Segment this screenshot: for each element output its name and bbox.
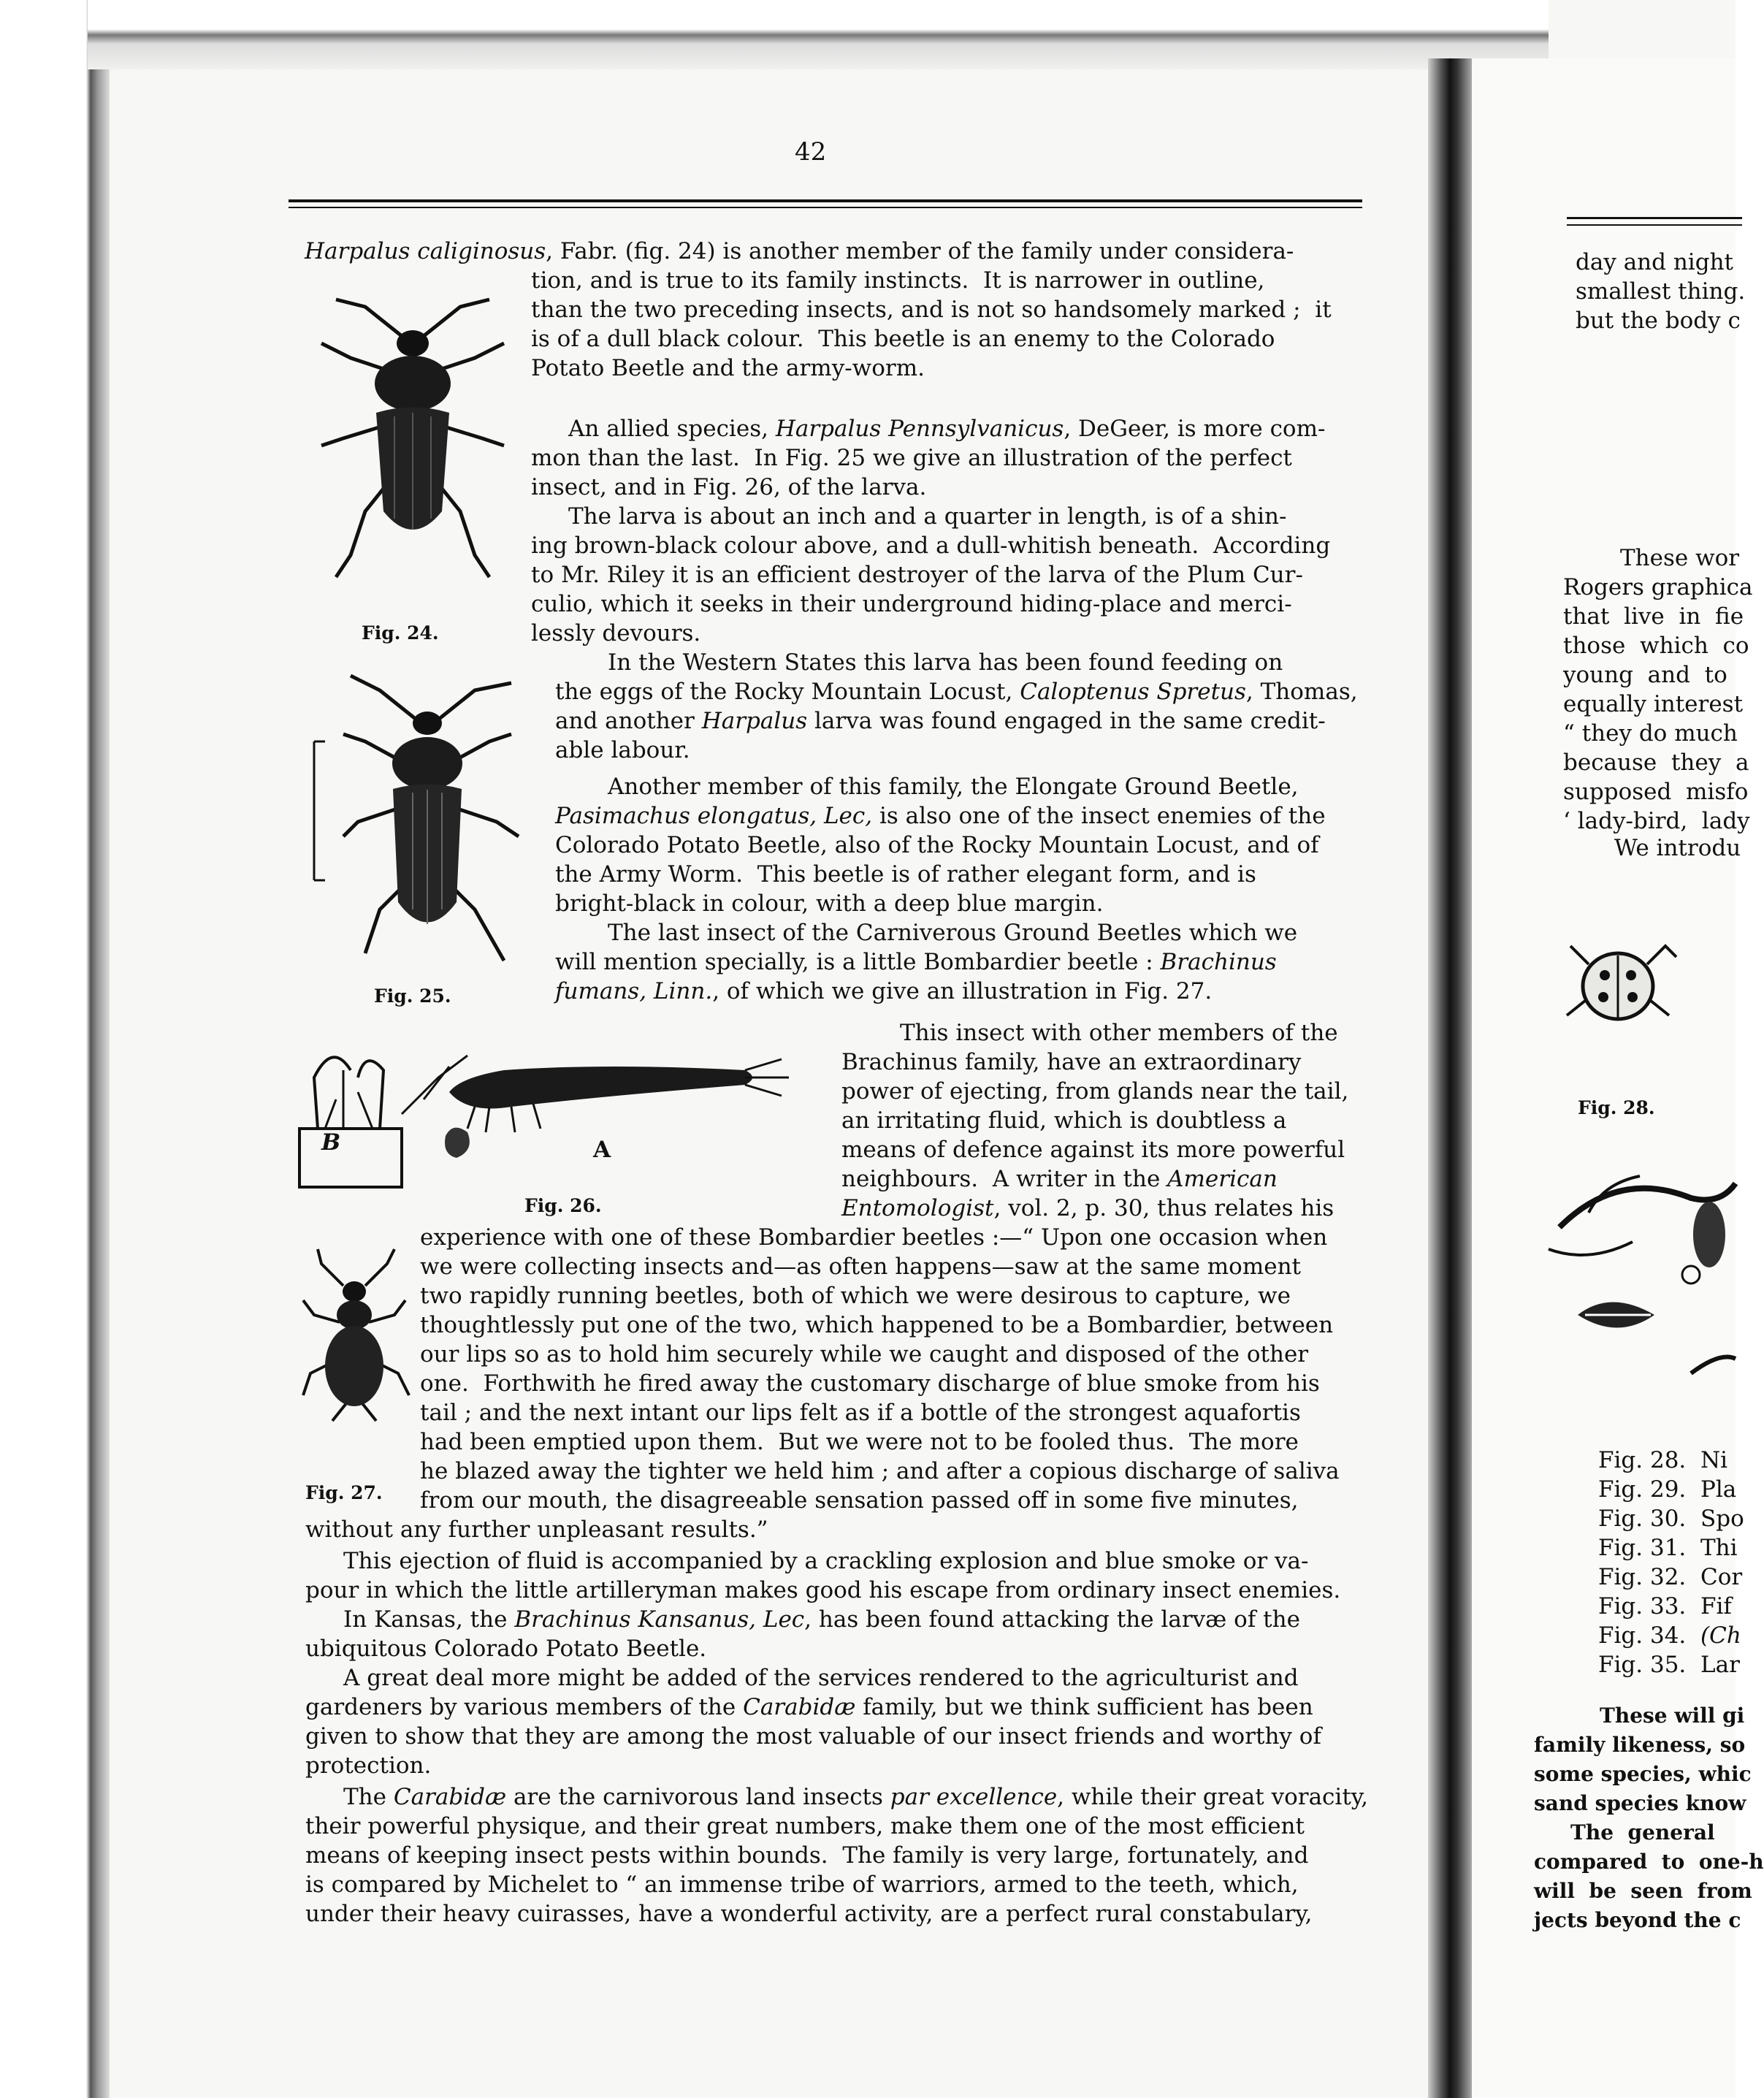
para-line-30: means of defence against its more powerful xyxy=(841,1137,1345,1163)
right-header-rule xyxy=(1567,217,1742,219)
para-line-24: will mention specially, is a little Bombardier beetle : Brachinus xyxy=(555,949,1277,975)
fig27-beetle-illustration xyxy=(292,1242,416,1432)
figlist-fig33: Fig. 33. xyxy=(1598,1593,1687,1620)
header-rule-top xyxy=(289,199,1362,202)
para-line-31: neighbours. A writer in the American xyxy=(841,1166,1278,1192)
para-line-7: mon than the last. In Fig. 25 we give an illustration of the perfect xyxy=(531,445,1292,471)
para-line-29: an irritating fluid, which is doubtless a xyxy=(841,1107,1287,1134)
right-line-15: These will gi xyxy=(1600,1704,1745,1728)
right-line-19: The general xyxy=(1570,1820,1715,1845)
figlist-fig29-desc: Pla xyxy=(1700,1476,1737,1503)
para-line-16: and another Harpalus larva was found engaged in the same credit- xyxy=(555,708,1326,734)
figlist-fig32: Fig. 32. xyxy=(1598,1564,1687,1590)
header-rule-bottom xyxy=(289,207,1362,208)
para-line-1: Harpalus caliginosus, Fabr. (fig. 24) is another member of the family under considera- xyxy=(305,238,1294,264)
para-line-25: fumans, Linn., of which we give an illustration in Fig. 27. xyxy=(555,978,1213,1004)
para-b-line-10: their powerful physique, and their great numbers, make them one of the most efficient xyxy=(305,1813,1305,1839)
para-b-line-11: means of keeping insect pests within bounds. The family is very large, fortunately, and xyxy=(305,1842,1309,1869)
figlist-fig29: Fig. 29. xyxy=(1598,1476,1687,1503)
fig29-leaf-insects-illustration xyxy=(1545,1140,1736,1388)
para-line-13: lessly devours. xyxy=(531,620,701,646)
right-line-12: supposed misfo xyxy=(1563,779,1749,805)
page-number: 42 xyxy=(795,137,827,167)
right-line-13: ‘ lady-bird, lady xyxy=(1563,808,1750,834)
para-b-line-13: under their heavy cuirasses, have a wonderful activity, are a perfect rural constabulary, xyxy=(305,1901,1313,1927)
figlist-fig28: Fig. 28. xyxy=(1598,1447,1687,1473)
fig24-caption: Fig. 24. xyxy=(362,622,439,644)
quote-line-1: experience with one of these Bombardier beetles :—“ Upon one occasion when xyxy=(420,1224,1328,1251)
right-line-8: young and to xyxy=(1563,662,1727,688)
right-line-16: family likeness, so xyxy=(1534,1733,1746,1757)
fig26-label-b: B xyxy=(321,1129,341,1156)
para-line-22: bright-black in colour, with a deep blue margin. xyxy=(555,890,1104,917)
book-edge-left xyxy=(0,0,110,2098)
right-line-18: sand species know xyxy=(1534,1791,1746,1815)
fig26-larva-illustration xyxy=(292,1026,818,1194)
para-line-26: This insect with other members of the xyxy=(900,1020,1338,1046)
right-line-21: will be seen from xyxy=(1534,1879,1752,1903)
quote-line-6: one. Forthwith he fired away the customary discharge of blue smoke from his xyxy=(420,1370,1320,1397)
para-line-4: is of a dull black colour. This beetle is an enemy to the Colorado xyxy=(531,326,1275,352)
quote-line-5: our lips so as to hold him securely while we caught and disposed of the other xyxy=(420,1341,1309,1367)
right-line-14: We introdu xyxy=(1614,835,1741,861)
quote-line-4: thoughtlessly put one of the two, which happened to be a Bombardier, between xyxy=(420,1312,1334,1338)
right-line-3: but the body c xyxy=(1576,308,1741,334)
right-line-5: Rogers graphica xyxy=(1563,574,1753,600)
para-line-9: The larva is about an inch and a quarter in length, is of a shin- xyxy=(568,503,1287,530)
fig26-label-a: A xyxy=(593,1137,611,1163)
book-edge-top xyxy=(88,0,1549,69)
quote-line-10: from our mouth, the disagreeable sensation passed off in some five minutes, xyxy=(420,1487,1299,1514)
figlist-fig28-desc: Ni xyxy=(1700,1447,1728,1473)
right-line-9: equally interest xyxy=(1563,691,1744,717)
para-line-32: Entomologist, vol. 2, p. 30, thus relates his xyxy=(841,1195,1335,1221)
right-line-6: that live in fie xyxy=(1563,603,1744,630)
right-line-1: day and night xyxy=(1576,249,1733,275)
para-b-line-3: In Kansas, the Brachinus Kansanus, Lec, has been found attacking the larvæ of the xyxy=(343,1606,1300,1633)
figlist-fig31: Fig. 31. xyxy=(1598,1535,1687,1561)
para-line-3: than the two preceding insects, and is not so handsomely marked ; it xyxy=(531,297,1332,323)
fig25-caption: Fig. 25. xyxy=(374,985,451,1007)
fig25-beetle-illustration xyxy=(299,661,533,975)
para-line-11: to Mr. Riley it is an efficient destroyer of the larva of the Plum Cur- xyxy=(531,562,1303,588)
para-b-line-2: pour in which the little artilleryman makes good his escape from ordinary insect enemies. xyxy=(305,1577,1341,1603)
para-b-line-8: protection. xyxy=(305,1752,432,1779)
para-line-27: Brachinus family, have an extraordinary xyxy=(841,1049,1302,1075)
para-line-14: In the Western States this larva has been found feeding on xyxy=(608,649,1283,676)
para-line-21: the Army Worm. This beetle is of rather elegant form, and is xyxy=(555,861,1256,888)
right-line-10: “ they do much xyxy=(1563,720,1738,747)
figlist-fig30-desc: Spo xyxy=(1700,1506,1744,1532)
figlist-fig34: Fig. 34. xyxy=(1598,1622,1687,1649)
figlist-fig31-desc: Thi xyxy=(1700,1535,1738,1561)
figlist-fig35: Fig. 35. xyxy=(1598,1652,1687,1678)
right-line-7: those which co xyxy=(1563,633,1749,659)
para-b-line-5: A great deal more might be added of the services rendered to the agriculturist and xyxy=(343,1665,1299,1691)
para-line-23: The last insect of the Carniverous Ground Beetles which we xyxy=(608,920,1298,946)
figlist-fig34-desc: (Ch xyxy=(1700,1622,1741,1649)
para-b-line-4: ubiquitous Colorado Potato Beetle. xyxy=(305,1636,707,1662)
para-line-12: culio, which it seeks in their underground hiding-place and merci- xyxy=(531,591,1292,617)
para-line-6: An allied species, Harpalus Pennsylvanicus, DeGeer, is more com- xyxy=(568,416,1326,442)
fig28-caption: Fig. 28. xyxy=(1578,1097,1655,1118)
fig26-caption: Fig. 26. xyxy=(524,1195,602,1216)
para-line-28: power of ejecting, from glands near the tail, xyxy=(841,1078,1349,1105)
quote-line-3: two rapidly running beetles, both of which we were desirous to capture, we xyxy=(420,1283,1291,1309)
para-line-8: insect, and in Fig. 26, of the larva. xyxy=(531,474,927,500)
para-b-line-12: is compared by Michelet to “ an immense tribe of warriors, armed to the teeth, which, xyxy=(305,1872,1299,1898)
right-header-rule-2 xyxy=(1567,224,1742,226)
right-line-20: compared to one-h xyxy=(1534,1850,1764,1874)
para-b-line-9: The Carabidæ are the carnivorous land insects par excellence, while their great voracity, xyxy=(343,1784,1369,1810)
right-line-4: These wor xyxy=(1620,545,1740,571)
figlist-fig35-desc: Lar xyxy=(1700,1652,1740,1678)
fig28-ladybird-illustration xyxy=(1559,935,1684,1030)
figlist-fig33-desc: Fif xyxy=(1700,1593,1732,1620)
quote-line-9: he blazed away the tighter we held him ; and after a copious discharge of saliva xyxy=(420,1458,1340,1484)
right-line-17: some species, whic xyxy=(1534,1762,1752,1786)
para-line-10: ing brown-black colour above, and a dull-whitish beneath. According xyxy=(531,533,1331,559)
para-line-15: the eggs of the Rocky Mountain Locust, Caloptenus Spretus, Thomas, xyxy=(555,679,1358,705)
figlist-fig30: Fig. 30. xyxy=(1598,1506,1687,1532)
quote-line-2: we were collecting insects and—as often happens—saw at the same moment xyxy=(420,1254,1302,1280)
right-line-2: smallest thing. xyxy=(1576,278,1746,305)
figlist-fig32-desc: Cor xyxy=(1700,1564,1743,1590)
quote-line-7: tail ; and the next intant our lips felt as if a bottle of the strongest aquafortis xyxy=(420,1400,1301,1426)
para-line-19: Pasimachus elongatus, Lec, is also one of the insect enemies of the xyxy=(555,803,1326,829)
quote-line-11: without any further unpleasant results.” xyxy=(305,1517,768,1543)
right-line-11: because they a xyxy=(1563,749,1749,776)
para-line-17: able labour. xyxy=(555,737,690,763)
book-gutter xyxy=(1428,58,1472,2098)
para-line-5: Potato Beetle and the army-worm. xyxy=(531,355,925,381)
para-b-line-7: given to show that they are among the most valuable of our insect friends and worthy of xyxy=(305,1723,1321,1750)
quote-line-8: had been emptied upon them. But we were not to be fooled thus. The more xyxy=(420,1429,1299,1455)
para-line-20: Colorado Potato Beetle, also of the Rocky Mountain Locust, and of xyxy=(555,832,1319,858)
para-line-2: tion, and is true to its family instincts. It is narrower in outline, xyxy=(531,267,1265,294)
para-b-line-1: This ejection of fluid is accompanied by a crackling explosion and blue smoke or va- xyxy=(343,1548,1309,1574)
fig27-caption: Fig. 27. xyxy=(305,1482,383,1503)
right-line-22: jects beyond the c xyxy=(1534,1908,1741,1932)
para-b-line-6: gardeners by various members of the Carabidæ family, but we think sufficient has been xyxy=(305,1694,1313,1720)
para-line-18: Another member of this family, the Elongate Ground Beetle, xyxy=(608,774,1299,800)
fig24-beetle-illustration xyxy=(307,292,519,614)
